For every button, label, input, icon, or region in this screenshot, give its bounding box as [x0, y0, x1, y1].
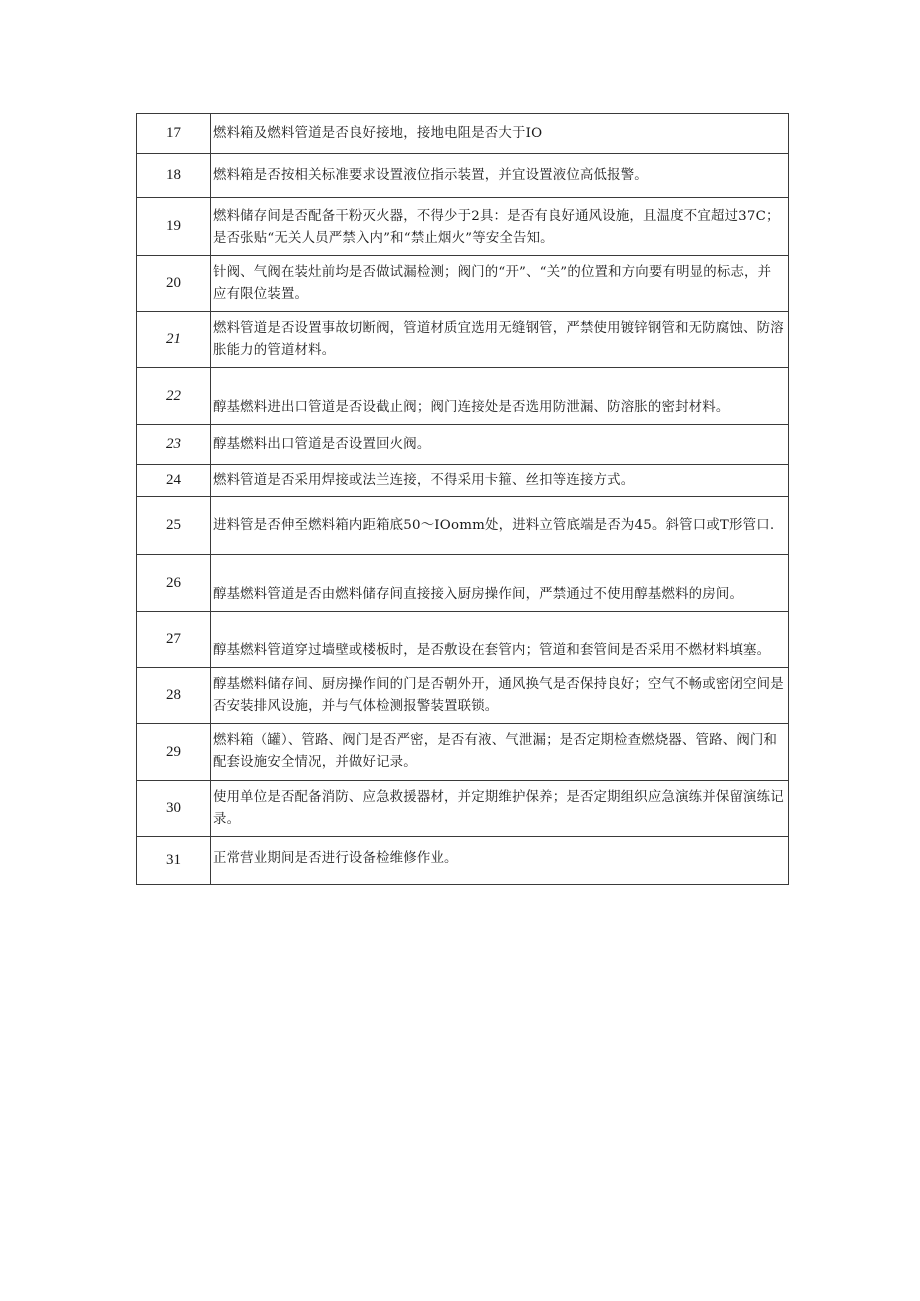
row-text: 燃料储存间是否配备干粉灭火器，不得少于2具：是否有良好通风设施，且温度不宜超过37C；是否张贴“无关人员严禁入内”和“禁止烟火”等安全告知。 — [211, 198, 789, 256]
row-number: 20 — [137, 256, 211, 312]
row-text: 醇基燃料储存间、厨房操作间的门是否朝外开，通风换气是否保持良好；空气不畅或密闭空间是否安装排风设施，并与气体检测报警装置联锁。 — [211, 668, 789, 724]
table-row — [137, 114, 789, 154]
row-number: 22 — [137, 368, 211, 425]
row-number: 30 — [137, 781, 211, 837]
row-text: 醇基燃料进出口管道是否设截止阀；阀门连接处是否选用防泄漏、防溶胀的密封材料。 — [211, 368, 789, 425]
table-row — [137, 465, 789, 497]
table-row — [137, 312, 789, 368]
row-number: 19 — [137, 198, 211, 256]
row-text: 醇基燃料管道穿过墙壁或楼板时，是否敷设在套管内；管道和套管间是否采用不燃材料填塞。 — [211, 612, 789, 668]
row-number: 21 — [137, 312, 211, 368]
table-row — [137, 425, 789, 465]
table-row — [137, 497, 789, 555]
table-row — [137, 781, 789, 837]
table-row — [137, 555, 789, 612]
row-text: 燃料箱及燃料管道是否良好接地，接地电阻是否大于IO — [211, 114, 789, 154]
row-text: 燃料管道是否采用焊接或法兰连接，不得采用卡箍、丝扣等连接方式。 — [211, 465, 789, 497]
row-number: 23 — [137, 425, 211, 465]
table-row — [137, 612, 789, 668]
row-number: 24 — [137, 465, 211, 497]
row-number: 29 — [137, 724, 211, 781]
table-row — [137, 368, 789, 425]
row-text: 燃料箱是否按相关标准要求设置液位指示装置，并宜设置液位高低报警。 — [211, 154, 789, 198]
table-row — [137, 668, 789, 724]
row-text: 进料管是否伸至燃料箱内距箱底50～IOomm处，进料立管底端是否为45。斜管口或T形管口. — [211, 497, 789, 555]
row-number: 18 — [137, 154, 211, 198]
row-text: 醇基燃料出口管道是否设置回火阀。 — [211, 425, 789, 465]
row-text: 正常营业期间是否进行设备检维修作业。 — [211, 837, 789, 885]
checklist-table — [136, 113, 789, 885]
row-number: 31 — [137, 837, 211, 885]
row-number: 28 — [137, 668, 211, 724]
row-text: 醇基燃料管道是否由燃料储存间直接接入厨房操作间，严禁通过不使用醇基燃料的房间。 — [211, 555, 789, 612]
table-row — [137, 198, 789, 256]
row-number: 26 — [137, 555, 211, 612]
checklist-sheet — [136, 113, 789, 885]
row-text: 针阀、气阀在装灶前均是否做试漏检测；阀门的“开”、“关”的位置和方向要有明显的标志，并应有限位装置。 — [211, 256, 789, 312]
row-number: 27 — [137, 612, 211, 668]
row-text: 使用单位是否配备消防、应急救援器材，并定期维护保养；是否定期组织应急演练并保留演练记录。 — [211, 781, 789, 837]
row-text: 燃料箱（罐）、管路、阀门是否严密，是否有液、气泄漏；是否定期检查燃烧器、管路、阀门和配套设施安全情况，并做好记录。 — [211, 724, 789, 781]
row-number: 25 — [137, 497, 211, 555]
row-text: 燃料管道是否设置事故切断阀，管道材质宜选用无缝钢管，严禁使用镀锌钢管和无防腐蚀、防溶胀能力的管道材料。 — [211, 312, 789, 368]
table-row — [137, 256, 789, 312]
row-number: 17 — [137, 114, 211, 154]
table-row — [137, 837, 789, 885]
table-row — [137, 724, 789, 781]
table-row — [137, 154, 789, 198]
